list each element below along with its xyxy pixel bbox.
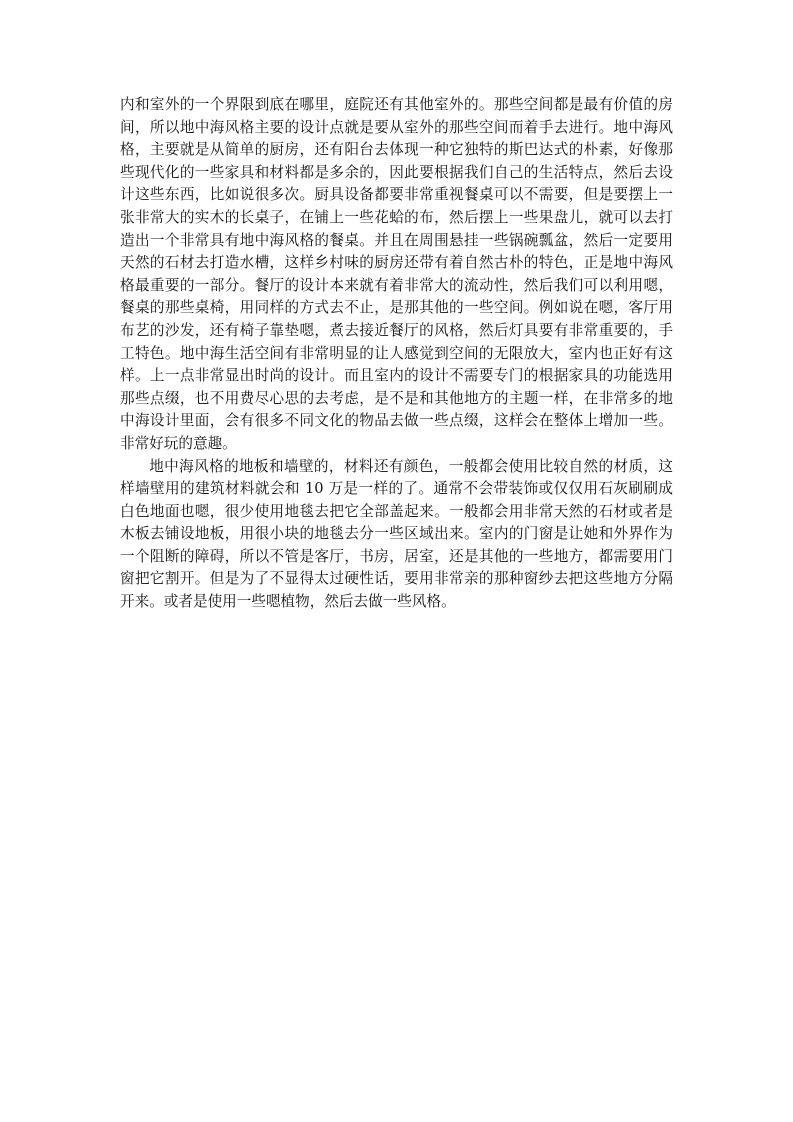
document-body	[120, 94, 673, 614]
paragraph-2: 地中海风格的地板和墙壁的，材料还有颜色，一般都会使用比较自然的材质，这样墙壁用的建筑材料就会和 10 万是一样的了。通常不会带装饰或仅仅用石灰刷刷成白色地面也嗯，很少使用地毯去把它全部盖起来。一般都会用非常天然的石材或者是木板去铺设地板，用很小块的地毯去分一些区域出来。室内的门窗是让她和外界作为一个阻断的障碍，所以不管是客厅，书房，居室，还是其他的一些地方，都需要用门窗把它割开。但是为了不显得太过硬性话，要用非常亲的那种窗纱去把这些地方分隔开来。或者是使用一些嗯植物，然后去做一些风格。	[120, 457, 673, 611]
paragraph-1: 内和室外的一个界限到底在哪里，庭院还有其他室外的。那些空间都是最有价值的房间，所以地中海风格主要的设计点就是要从室外的那些空间而着手去进行。地中海风格，主要就是从简单的厨房，还有阳台去体现一种它独特的斯巴达式的朴素，好像那些现代化的一些家具和材料都是多余的，因此要根据我们自己的生活特点，然后去设计这些东西，比如说很多次。厨具设备都要非常重视餐桌可以不需要，但是要摆上一张非常大的实木的长桌子，在铺上一些花蛤的布，然后摆上一些果盘儿，就可以去打造出一个非常具有地中海风格的餐桌。并且在周围悬挂一些锅碗瓢盆，然后一定要用天然的石材去打造水槽，这样乡村味的厨房还带有着自然古朴的特色，正是地中海风格最重要的一部分。餐厅的设计本来就有着非常大的流动性，然后我们可以利用嗯，餐桌的那些桌椅，用同样的方式去不止，是那其他的一些空间。例如说在嗯，客厅用布艺的沙发，还有椅子靠垫嗯，煮去接近餐厅的风格，然后灯具要有非常重要的，手工特色。地中海生活空间有非常明显的让人感觉到空间的无限放大，室内也正好有这样。上一点非常显出时尚的设计。而且室内的设计不需要专门的根据家具的功能选用那些点缀，也不用费尽心思的去考虑，是不是和其他地方的主题一样，在非常多的地中海设计里面，会有很多不同文化的物品去做一些点缀，这样会在整体上增加一些。非常好玩的意趣。	[120, 96, 673, 452]
